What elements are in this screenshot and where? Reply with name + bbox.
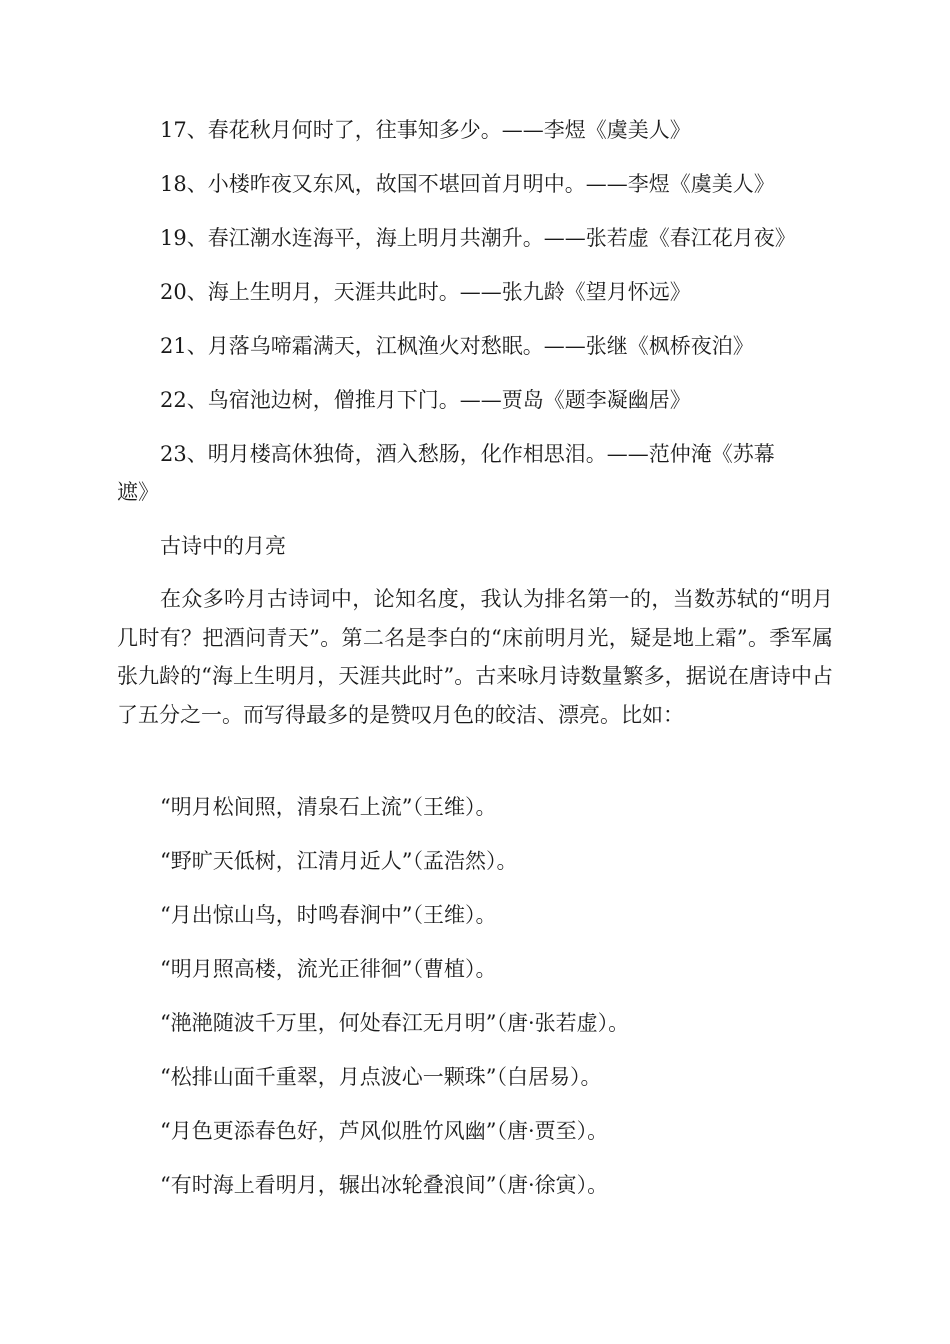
poem-line-23: 23、明月楼高休独倚，酒入愁肠，化作相思泪。——范仲淹《苏幕 [160, 442, 775, 466]
quote-line-5: “滟滟随波千万里，何处春江无月明”（唐·张若虚）。 [160, 1011, 630, 1035]
quote-line-7: “月色更添春色好，芦风似胜竹风幽”（唐·贾至）。 [160, 1119, 609, 1143]
poem-line-18: 18、小楼昨夜又东风，故国不堪回首月明中。——李煜《虞美人》 [160, 172, 775, 196]
quote-line-6: “松排山面千重翠，月点波心一颗珠”（白居易）。 [160, 1065, 602, 1089]
section-title: 古诗中的月亮 [160, 534, 286, 558]
quote-line-1: “明月松间照，清泉石上流”（王维）。 [160, 795, 497, 819]
quote-line-8: “有时海上看明月，辗出冰轮叠浪间”（唐·徐寅）。 [160, 1173, 609, 1197]
intro-paragraph-text: 在众多吟月古诗词中，论知名度，我认为排名第一的，当数苏轼的“明月几时有？把酒问青天”。第二名是李白的“床前明月光，疑是地上霜”。季军属张九龄的“海上生明月，天涯共此时”。古来咏月诗数量繁多，据说在唐诗中占了五分之一。而写得最多的是赞叹月色的皎洁、漂亮。比如： [117, 587, 833, 727]
poem-line-21: 21、月落乌啼霜满天，江枫渔火对愁眠。——张继《枫桥夜泊》 [160, 334, 754, 358]
poem-line-17: 17、春花秋月何时了，往事知多少。——李煜《虞美人》 [160, 118, 691, 142]
intro-paragraph [117, 580, 833, 734]
poem-line-22: 22、鸟宿池边树，僧推月下门。——贾岛《题李凝幽居》 [160, 388, 691, 412]
quote-line-3: “月出惊山鸟，时鸣春涧中”（王维）。 [160, 903, 497, 927]
quote-line-4: “明月照高楼，流光正徘徊”（曹植）。 [160, 957, 497, 981]
quote-line-2: “野旷天低树，江清月近人”（孟浩然）。 [160, 849, 518, 873]
poem-line-20: 20、海上生明月，天涯共此时。——张九龄《望月怀远》 [160, 280, 691, 304]
poem-line-23-continued: 遮》 [117, 480, 159, 504]
poem-line-19: 19、春江潮水连海平，海上明月共潮升。——张若虚《春江花月夜》 [160, 226, 796, 250]
